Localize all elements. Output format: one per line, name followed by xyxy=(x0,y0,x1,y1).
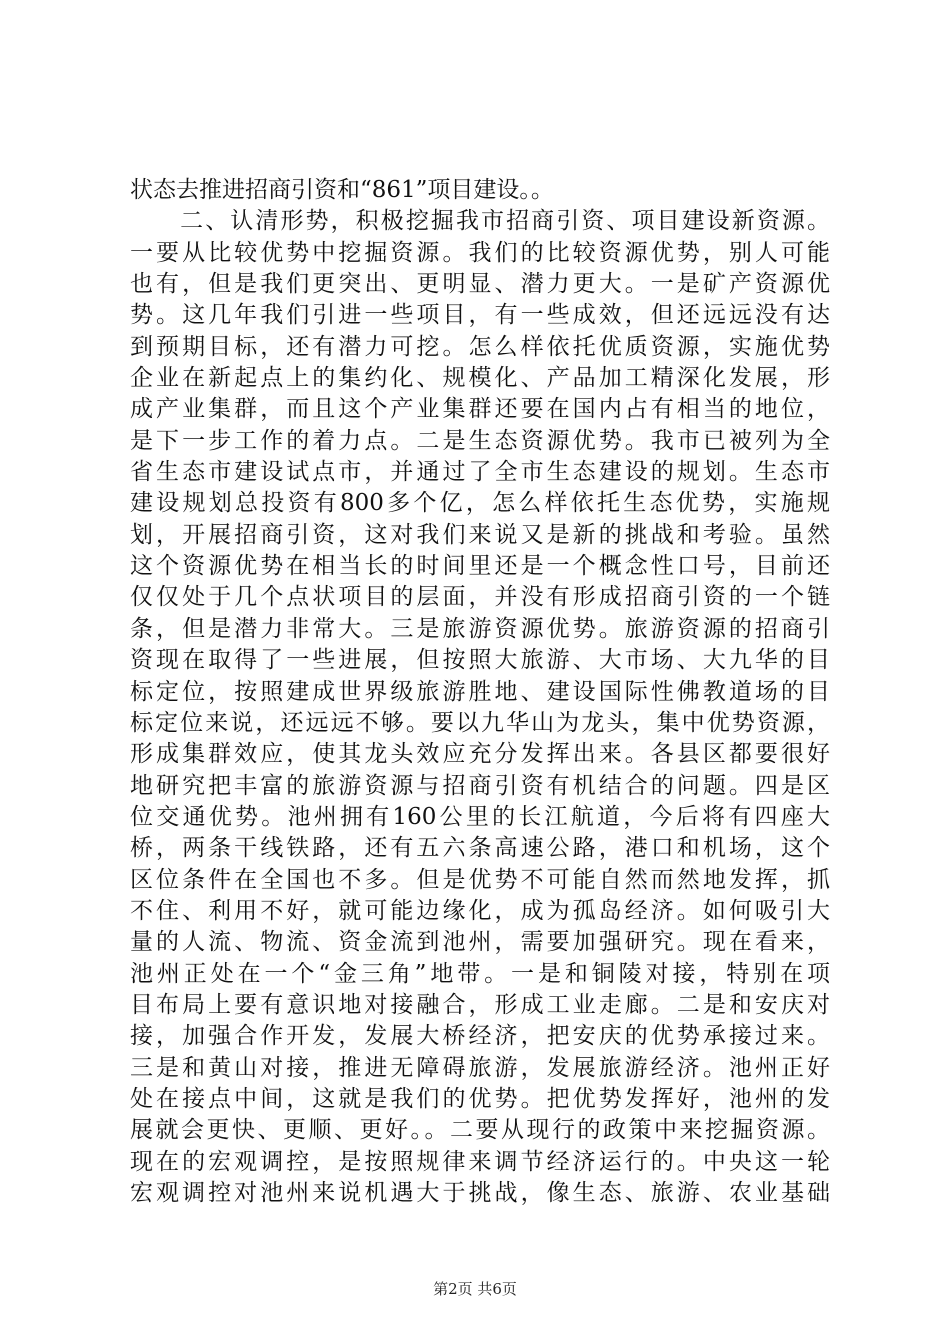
text-line: 仅仅处于几个点状项目的层面，并没有形成招商引资的一个链 xyxy=(130,584,830,611)
text-line: 资现在取得了一些进展，但按照大旅游、大市场、大九华的目 xyxy=(130,647,830,674)
text-line: 企业在新起点上的集约化、规模化、产品加工精深化发展，形 xyxy=(130,365,830,392)
text-line: 不住、利用不好，就可能边缘化，成为孤岛经济。如何吸引大 xyxy=(130,897,830,924)
text-line: 一要从比较优势中挖掘资源。我们的比较资源优势，别人可能 xyxy=(130,239,830,266)
text-line: 省生态市建设试点市，并通过了全市生态建设的规划。生态市 xyxy=(130,459,830,486)
document-body xyxy=(130,175,830,1209)
page-number-footer: 第2页 共6页 xyxy=(433,1280,517,1298)
text-line: 目布局上要有意识地对接融合，形成工业走廊。二是和安庆对 xyxy=(130,991,830,1018)
text-line: 二、认清形势，积极挖掘我市招商引资、项目建设新资源。 xyxy=(130,208,830,235)
text-line: 展就会更快、更顺、更好。。二要从现行的政策中来挖掘资源。 xyxy=(130,1117,830,1144)
text-line: 位交通优势。池州拥有160公里的长江航道，今后将有四座大 xyxy=(130,803,830,830)
text-line: 量的人流、物流、资金流到池州，需要加强研究。现在看来， xyxy=(130,929,830,956)
text-line: 处在接点中间，这就是我们的优势。把优势发挥好，池州的发 xyxy=(130,1085,830,1112)
text-line: 成产业集群，而且这个产业集群还要在国内占有相当的地位， xyxy=(130,396,830,423)
text-line: 也有，但是我们更突出、更明显、潜力更大。一是矿产资源优 xyxy=(130,271,830,298)
text-line: 势。这几年我们引进一些项目，有一些成效，但还远远没有达 xyxy=(130,302,830,329)
text-line: 标定位来说，还远远不够。要以九华山为龙头，集中优势资源， xyxy=(130,709,830,736)
text-line: 区位条件在全国也不多。但是优势不可能自然而然地发挥，抓 xyxy=(130,866,830,893)
text-line: 到预期目标，还有潜力可挖。怎么样依托优质资源，实施优势 xyxy=(130,333,830,360)
text-line: 桥，两条干线铁路，还有五六条高速公路，港口和机场，这个 xyxy=(130,835,830,862)
text-line: 划，开展招商引资，这对我们来说又是新的挑战和考验。虽然 xyxy=(130,521,830,548)
text-line: 是下一步工作的着力点。二是生态资源优势。我市已被列为全 xyxy=(130,427,830,454)
text-line: 形成集群效应，使其龙头效应充分发挥出来。各县区都要很好 xyxy=(130,741,830,768)
text-line: 三是和黄山对接，推进无障碍旅游，发展旅游经济。池州正好 xyxy=(130,1054,830,1081)
text-line: 建设规划总投资有800多个亿，怎么样依托生态优势，实施规 xyxy=(130,490,830,517)
text-line: 池州正处在一个“金三角”地带。一是和铜陵对接，特别在项 xyxy=(130,960,830,987)
text-line: 现在的宏观调控，是按照规律来调节经济运行的。中央这一轮 xyxy=(130,1148,830,1175)
text-line: 条，但是潜力非常大。三是旅游资源优势。旅游资源的招商引 xyxy=(130,615,830,642)
text-line: 这个资源优势在相当长的时间里还是一个概念性口号，目前还 xyxy=(130,553,830,580)
text-line: 宏观调控对池州来说机遇大于挑战，像生态、旅游、农业基础 xyxy=(130,1180,830,1206)
text-line: 标定位，按照建成世界级旅游胜地、建设国际性佛教道场的目 xyxy=(130,678,830,705)
text-line: 接，加强合作开发，发展大桥经济，把安庆的优势承接过来。 xyxy=(130,1023,830,1050)
text-line: 状态去推进招商引资和“861”项目建设。。 xyxy=(130,177,554,203)
text-line: 地研究把丰富的旅游资源与招商引资有机结合的问题。四是区 xyxy=(130,772,830,799)
